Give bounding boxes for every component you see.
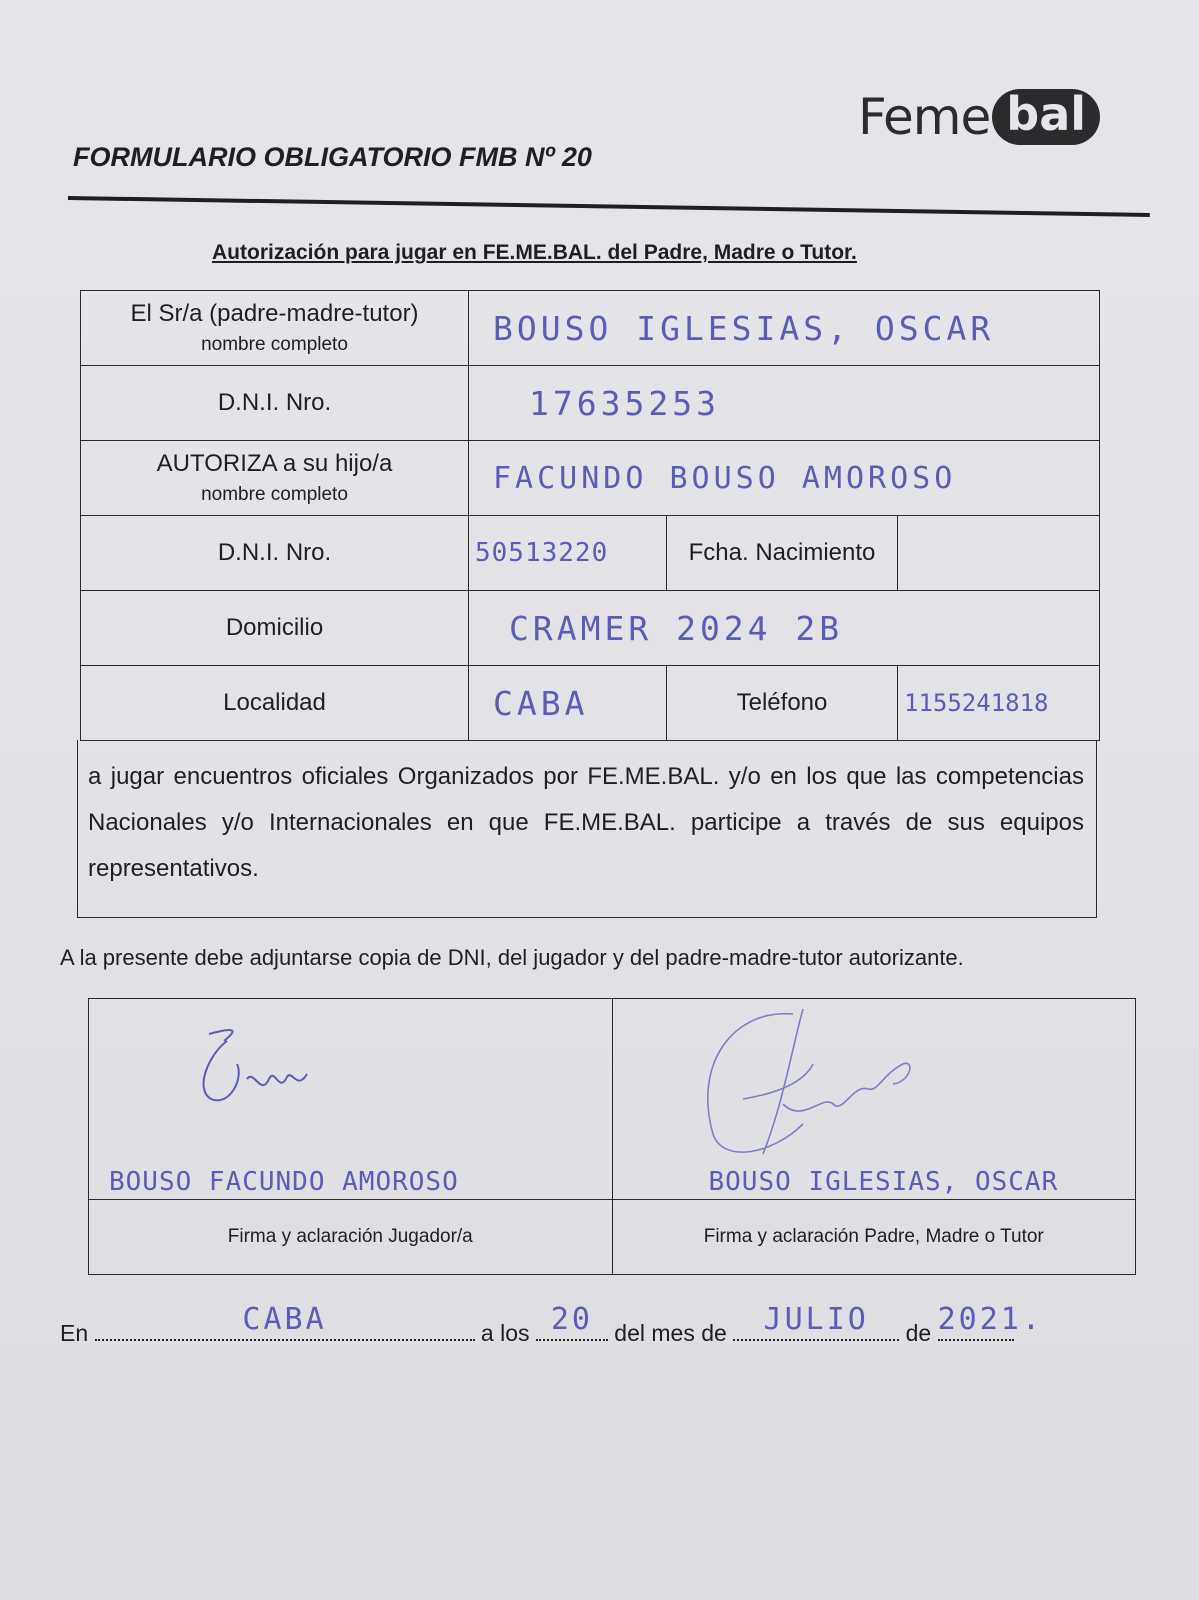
form-title: FORMULARIO OBLIGATORIO FMB Nº 20 (73, 142, 592, 172)
player-signature-name: BOUSO FACUNDO AMOROSO (109, 1167, 459, 1197)
footer-place-value: CABA (242, 1302, 327, 1337)
femebal-logo (858, 82, 1100, 152)
logo-text: Feme (858, 88, 991, 146)
child-name-field[interactable]: FACUNDO BOUSO AMOROSO (469, 441, 1100, 516)
city-field[interactable]: CABA (469, 666, 667, 741)
address-label: Domicilio (81, 591, 469, 666)
guardian-dni-field[interactable]: 17635253 (469, 366, 1100, 441)
footer-month-value: JULIO (763, 1302, 869, 1337)
child-dni-label: D.N.I. Nro. (81, 516, 469, 591)
footer-day-field[interactable] (536, 1302, 608, 1341)
guardian-name-field[interactable]: BOUSO IGLESIAS, OSCAR (469, 291, 1100, 366)
attachment-note: A la presente debe adjuntarse copia de DNI, del jugador y del padre-madre-tutor autorizante. (60, 945, 964, 970)
footer-a-los-label: a los (480, 1320, 530, 1346)
city-label: Localidad (81, 666, 469, 741)
child-dni-field[interactable]: 50513220 (469, 516, 667, 591)
address-row (81, 591, 1100, 666)
footer-del-mes-label: del mes de (614, 1320, 727, 1346)
child-sublabel: nombre completo (201, 484, 348, 505)
footer-day-value: 20 (550, 1302, 593, 1337)
footer-de-label: de (905, 1320, 932, 1346)
guardian-sublabel: nombre completo (201, 334, 348, 355)
guardian-dni-label: D.N.I. Nro. (81, 366, 469, 441)
phone-label: Teléfono (667, 666, 898, 741)
child-label-cell (81, 441, 469, 516)
footer-year-value: 2021. (937, 1302, 1043, 1337)
birth-date-label: Fcha. Nacimiento (667, 516, 898, 591)
title-rule (68, 196, 1150, 217)
child-label: AUTORIZA a su hijo/a (156, 450, 393, 477)
footer-place-field[interactable] (95, 1302, 475, 1341)
footer-year-field[interactable] (937, 1302, 1043, 1341)
footer-en-label: En (60, 1320, 89, 1346)
logo-pill: bal (992, 89, 1100, 145)
child-dni-row (81, 516, 1100, 591)
guardian-signature-name: BOUSO IGLESIAS, OSCAR (708, 1167, 1059, 1197)
child-row (81, 441, 1100, 516)
footer-date-line (60, 1302, 1043, 1347)
signature-table (88, 998, 1136, 1275)
birth-date-field[interactable] (898, 516, 1100, 591)
address-field[interactable]: CRAMER 2024 2B (469, 591, 1100, 666)
guardian-signature-caption: Firma y aclaración Padre, Madre o Tutor (612, 1200, 1136, 1275)
authorization-table (80, 290, 1100, 741)
form-subtitle: Autorización para jugar en FE.ME.BAL. del Padre, Madre o Tutor. (212, 241, 857, 264)
guardian-dni-row (81, 366, 1100, 441)
guardian-signature-box[interactable] (612, 999, 1136, 1200)
player-signature-box[interactable] (89, 999, 613, 1200)
city-row (81, 666, 1100, 741)
guardian-label-cell (81, 291, 469, 366)
guardian-row (81, 291, 1100, 366)
authorization-paragraph: a jugar encuentros oficiales Organizados por FE.ME.BAL. y/o en los que las competencias Nacionales y/o Internacionales en que FE.ME.BAL. participe a través de sus equipos representativos. (77, 740, 1097, 918)
player-signature-scribble (189, 1019, 329, 1119)
guardian-label: El Sr/a (padre-madre-tutor) (130, 300, 419, 327)
player-signature-caption: Firma y aclaración Jugador/a (89, 1200, 613, 1275)
phone-field[interactable]: 1155241818 (898, 666, 1100, 741)
guardian-signature-scribble (653, 1004, 933, 1174)
footer-month-field[interactable] (733, 1302, 899, 1341)
